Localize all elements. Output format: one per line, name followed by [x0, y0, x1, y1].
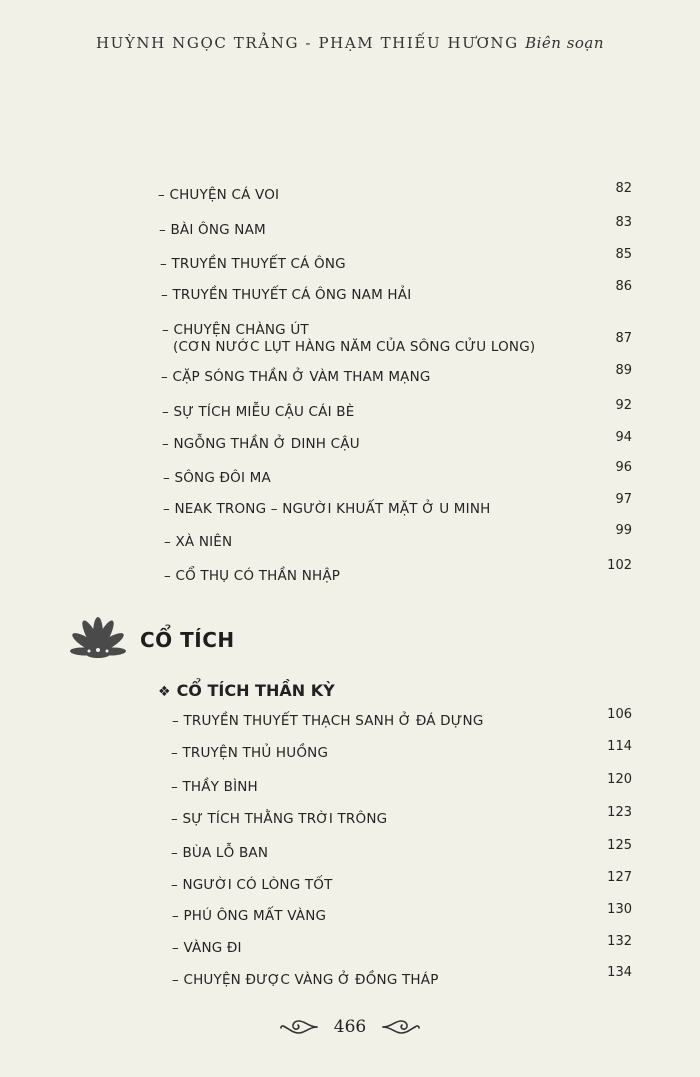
toc-entry-page: 97	[615, 492, 632, 507]
toc-entry-title: – BÙA LỖ BAN	[171, 845, 269, 861]
toc-entry-page: 87	[615, 331, 632, 346]
toc-entry	[0, 805, 700, 837]
toc-entry	[0, 322, 700, 358]
toc-entry-title: – CỔ THỤ CÓ THẦN NHẬP	[164, 568, 341, 584]
toc-entry-page: 82	[615, 181, 632, 196]
toc-entry-title: – TRUYỀN THUYẾT CÁ ÔNG	[160, 256, 346, 272]
toc-entry-title: – NGƯỜI CÓ LÒNG TỐT	[171, 877, 333, 893]
toc-entry	[0, 902, 700, 934]
toc-entry-subtitle: (CƠN NƯỚC LỤT HÀNG NĂM CỦA SÔNG CỬU LONG)	[173, 339, 536, 355]
toc-entry-page: 83	[615, 215, 632, 230]
page-number: 466	[333, 1016, 367, 1037]
toc-entry-title: – BÀI ÔNG NAM	[159, 222, 266, 238]
toc-entry-page: 114	[607, 739, 632, 754]
toc-entry-title: – THẦY BÌNH	[171, 779, 258, 795]
toc-entry	[0, 707, 700, 739]
toc-entry	[0, 523, 700, 560]
toc-entry	[0, 870, 700, 903]
toc-entry	[0, 181, 700, 213]
toc-entry	[0, 460, 700, 496]
toc-entry-title: – SỰ TÍCH THẰNG TRỜI TRÔNG	[171, 811, 388, 827]
toc-entry	[0, 430, 700, 462]
toc-entry-page: 130	[607, 902, 632, 917]
toc-entry-title: – TRUYỆN THỦ HUỒNG	[171, 745, 329, 761]
toc-entry-page: 134	[607, 965, 632, 980]
toc-entry-page: 132	[607, 934, 632, 949]
toc-entry	[0, 934, 700, 966]
toc-entry-page: 120	[607, 772, 632, 787]
toc-entry-page: 127	[607, 870, 632, 885]
toc-entry-title: – CẶP SÓNG THẦN Ở VÀM THAM MẠNG	[161, 369, 431, 385]
toc-entry-page: 125	[607, 838, 632, 853]
toc-entry	[0, 363, 700, 395]
diamond-bullet-icon: ❖	[158, 684, 171, 700]
toc-entry	[0, 492, 700, 527]
section-heading	[62, 610, 462, 666]
toc-entry-title: – CHUYỆN ĐƯỢC VÀNG Ở ĐỒNG THÁP	[172, 972, 439, 988]
page-footer	[0, 1016, 700, 1044]
toc-entry	[0, 215, 700, 248]
toc-entry-title: – TRUYỀN THUYẾT THẠCH SANH Ở ĐÁ DỰNG	[172, 713, 484, 729]
toc-entry-title: – NEAK TRONG – NGƯỜI KHUẤT MẶT Ở U MINH	[163, 501, 491, 517]
scroll-ornament-right-icon	[381, 1017, 421, 1037]
scroll-ornament-left-icon	[279, 1017, 319, 1037]
toc-entry	[0, 558, 700, 594]
toc-entry-title: – TRUYỀN THUYẾT CÁ ÔNG NAM HẢI	[161, 287, 412, 303]
toc-entry	[0, 247, 700, 282]
toc-entry-page: 89	[615, 363, 632, 378]
toc-entry-page: 99	[615, 523, 632, 538]
toc-entry-page: 92	[615, 398, 632, 413]
toc-entry-title: – NGỖNG THẦN Ở DINH CẬU	[162, 436, 360, 452]
running-header	[0, 34, 700, 52]
lotus-ornament-icon	[62, 610, 134, 666]
toc-entry	[0, 838, 700, 871]
toc-entry-page: 106	[607, 707, 632, 722]
toc-entry	[0, 965, 700, 998]
toc-entry-page: 96	[615, 460, 632, 475]
header-credit: Biên soạn	[525, 34, 605, 52]
toc-entry-page: 86	[615, 279, 632, 294]
header-authors: HUỲNH NGỌC TRẢNG - PHẠM THIẾU HƯƠNG	[95, 34, 519, 52]
toc-entry	[0, 398, 700, 430]
toc-entry-title: – PHÚ ÔNG MẤT VÀNG	[172, 908, 327, 924]
toc-entry-page: 102	[607, 558, 632, 573]
toc-entry-title: – CHUYỆN CHÀNG ÚT	[162, 322, 309, 338]
toc-entry	[0, 279, 700, 313]
toc-entry-title: – SÔNG ĐÔI MA	[163, 470, 271, 486]
toc-entry-title: – CHUYỆN CÁ VOI	[158, 187, 280, 203]
subsection-heading	[158, 681, 335, 700]
toc-entry	[0, 772, 700, 805]
section-title: CỔ TÍCH	[140, 628, 235, 652]
toc-entry-page: 123	[607, 805, 632, 820]
subsection-title: CỔ TÍCH THẦN KỲ	[176, 681, 335, 700]
toc-entry	[0, 739, 700, 771]
toc-entry-page: 85	[615, 247, 632, 262]
toc-entry-page: 94	[615, 430, 632, 445]
toc-entry-title: – SỰ TÍCH MIỄU CẬU CÁI BÈ	[162, 404, 355, 420]
toc-entry-title: – VÀNG ĐI	[172, 940, 242, 956]
toc-entry-title: – XÀ NIÊN	[164, 534, 233, 550]
